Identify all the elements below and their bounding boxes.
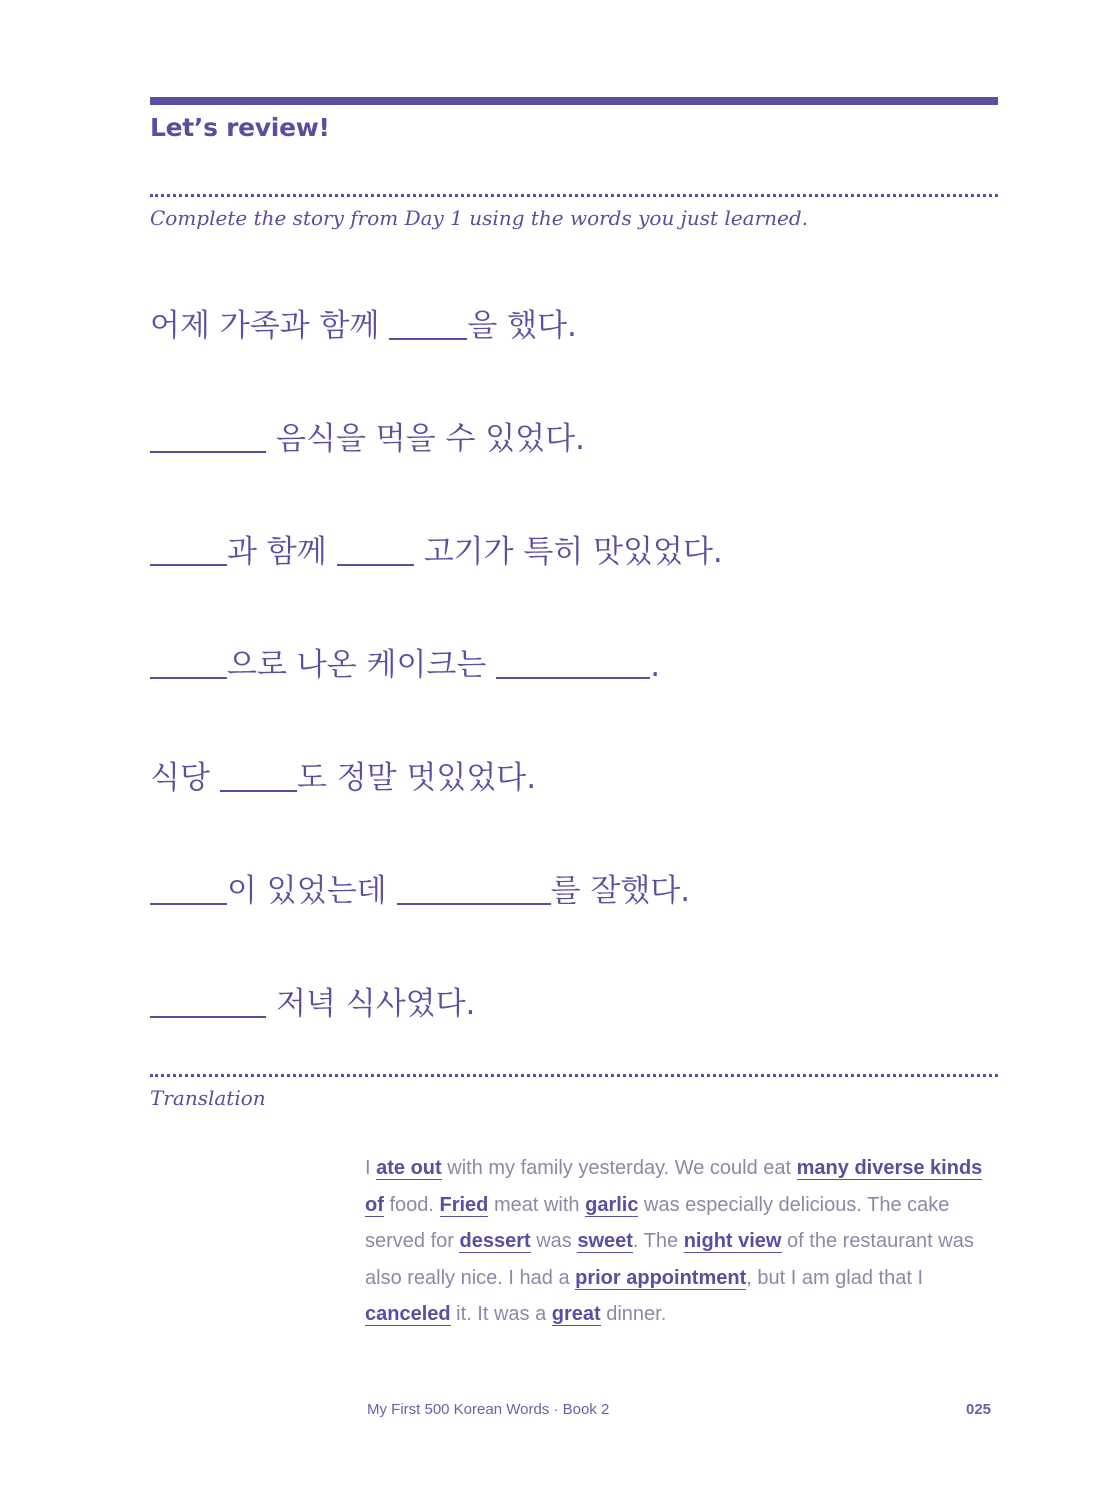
translation-text: of the restaurant was also really nice. I had a <box>365 1230 974 1289</box>
sentence-text: . <box>650 648 661 684</box>
answer-blank[interactable] <box>337 564 414 566</box>
answer-blank[interactable] <box>150 564 227 566</box>
translation-paragraph <box>365 1150 1005 1333</box>
vocab-highlight: dessert <box>459 1230 531 1252</box>
answer-blank[interactable] <box>397 903 551 905</box>
sentence-1 <box>150 295 577 345</box>
vocab-highlight: canceled <box>365 1303 451 1325</box>
translation-text: food. <box>383 1193 440 1216</box>
sentence-text: 저녁 식사였다. <box>276 986 476 1022</box>
translation-text: . The <box>632 1230 684 1252</box>
vocab-highlight: Fried <box>439 1193 489 1216</box>
sentence-text: 으로 나온 케이크는 <box>227 647 487 683</box>
translation-text: dinner. <box>600 1303 667 1325</box>
sentence-text: 을 했다. <box>467 308 577 344</box>
answer-blank[interactable] <box>496 677 650 679</box>
translation-text: it. It was a <box>450 1303 552 1325</box>
sentence-3 <box>150 521 723 571</box>
sentence-text: 과 함께 <box>227 534 327 570</box>
sentence-text: 를 잘했다. <box>550 873 691 909</box>
vocab-highlight: prior appointment <box>575 1266 747 1289</box>
sentence-4 <box>150 634 660 684</box>
answer-blank[interactable] <box>150 451 266 453</box>
translation-text: , but I am glad that I <box>746 1266 924 1289</box>
sentence-text: 음식을 먹을 수 있었다. <box>276 421 585 457</box>
instruction-text: Complete the story from Day 1 using the words you just learned. <box>150 206 809 230</box>
sentence-5 <box>150 747 536 797</box>
top-rule <box>150 97 998 105</box>
sentence-6 <box>150 860 690 910</box>
sentence-text: 이 있었는데 <box>227 873 387 909</box>
page-number: 025 <box>966 1401 992 1418</box>
sentence-text: 식당 <box>150 760 210 796</box>
sentence-text: 고기가 특히 맛있었다. <box>423 534 723 570</box>
translation-text: was <box>530 1230 578 1252</box>
sentence-text: 도 정말 멋있었다. <box>296 760 537 796</box>
answer-blank[interactable] <box>150 677 227 679</box>
answer-blank[interactable] <box>150 1016 266 1018</box>
translation-text: was especially delicious. The cake served for <box>365 1193 950 1252</box>
answer-blank[interactable] <box>150 903 227 905</box>
translation-label: Translation <box>150 1086 266 1110</box>
vocab-highlight: great <box>551 1303 601 1325</box>
dotted-divider <box>150 1074 998 1077</box>
translation-text: meat with <box>488 1193 586 1216</box>
translation-text: I <box>365 1157 377 1179</box>
section-heading: Let’s review! <box>150 113 330 142</box>
vocab-highlight: ate out <box>376 1157 442 1179</box>
translation-text: with my family yesterday. We could eat <box>441 1157 797 1179</box>
vocab-highlight: many diverse kinds of <box>365 1157 983 1216</box>
sentence-2 <box>150 408 585 458</box>
vocab-highlight: garlic <box>585 1193 639 1216</box>
footer-book-title: My First 500 Korean Words · Book 2 <box>367 1401 610 1418</box>
answer-blank[interactable] <box>220 790 297 792</box>
answer-blank[interactable] <box>389 338 467 340</box>
dotted-divider <box>150 194 998 197</box>
vocab-highlight: night view <box>683 1230 782 1252</box>
sentence-text: 어제 가족과 함께 <box>150 308 380 344</box>
sentence-7 <box>150 973 475 1023</box>
vocab-highlight: sweet <box>577 1230 633 1252</box>
